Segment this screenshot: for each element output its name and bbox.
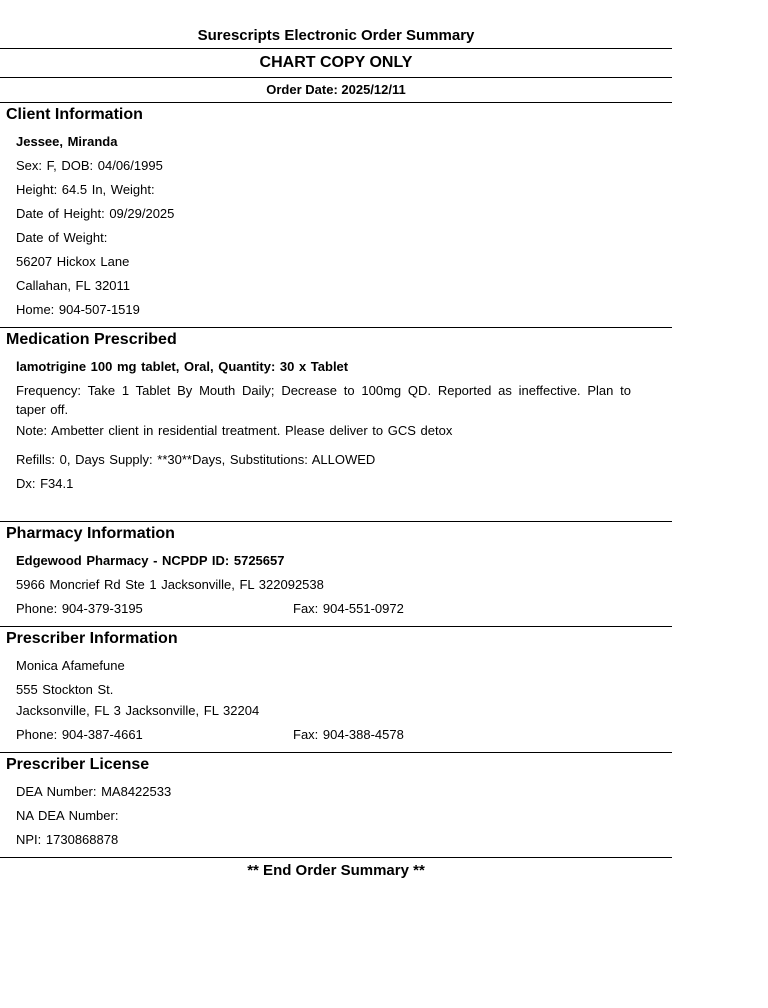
client-name: Jessee, Miranda: [16, 134, 118, 149]
pharmacy-section-title: Pharmacy Information: [6, 525, 175, 542]
client-information-section: [0, 103, 672, 319]
client-sex-dob: Sex: F, DOB: 04/06/1995: [16, 158, 163, 173]
prescriber-phone-fax-row: [16, 725, 672, 744]
pharmacy-name-ncpdp: Edgewood Pharmacy - NCPDP ID: 5725657: [16, 553, 285, 568]
medication-dx: Dx: F34.1: [16, 476, 74, 491]
medication-section-title: Medication Prescribed: [6, 331, 177, 348]
prescriber-name: Monica Afamefune: [16, 658, 125, 673]
medication-note: Note: Ambetter client in residential treatment. Please deliver to GCS detox: [16, 423, 453, 438]
license-npi: NPI: 1730868878: [16, 832, 119, 847]
client-address-line1: 56207 Hickox Lane: [16, 254, 130, 269]
document-title: Surescripts Electronic Order Summary: [197, 27, 475, 44]
license-dea-number: DEA Number: MA8422533: [16, 784, 172, 799]
client-address-line2: Callahan, FL 32011: [16, 278, 131, 293]
license-na-dea-number: NA DEA Number:: [16, 808, 119, 823]
medication-refills: Refills: 0, Days Supply: **30**Days, Substitutions: ALLOWED: [16, 452, 376, 467]
pharmacy-phone: Phone: 904-379-3195: [16, 601, 143, 616]
order-date: Order Date: 2025/12/11: [266, 82, 406, 97]
client-date-of-height: Date of Height: 09/29/2025: [16, 206, 175, 221]
license-section-title: Prescriber License: [6, 756, 150, 773]
prescriber-license-section: [0, 753, 672, 849]
prescriber-address-line2: Jacksonville, FL 3 Jacksonville, FL 32204: [16, 703, 260, 718]
medication-frequency: Frequency: Take 1 Tablet By Mouth Daily; Decrease to 100mg QD. Reported as ineffective. Plan to taper off.: [16, 383, 631, 417]
end-order-summary: ** End Order Summary **: [247, 862, 425, 879]
medication-drug: lamotrigine 100 mg tablet, Oral, Quantity: 30 x Tablet: [16, 359, 349, 374]
prescriber-section-title: Prescriber Information: [6, 630, 178, 647]
medication-prescribed-section: [0, 328, 672, 493]
client-section-title: Client Information: [6, 106, 143, 123]
prescriber-address-line1: 555 Stockton St.: [16, 682, 114, 697]
prescriber-information-section: [0, 627, 672, 744]
client-height-weight: Height: 64.5 In, Weight:: [16, 182, 155, 197]
prescriber-fax: Fax: 904-388-4578: [293, 727, 404, 742]
pharmacy-phone-fax-row: [16, 599, 672, 618]
prescriber-phone: Phone: 904-387-4661: [16, 727, 143, 742]
client-home-phone: Home: 904-507-1519: [16, 302, 140, 317]
pharmacy-address: 5966 Moncrief Rd Ste 1 Jacksonville, FL 322092538: [16, 577, 324, 592]
pharmacy-information-section: [0, 522, 672, 618]
client-date-of-weight: Date of Weight:: [16, 230, 108, 245]
chart-copy-banner: CHART COPY ONLY: [259, 54, 413, 71]
pharmacy-fax: Fax: 904-551-0972: [293, 601, 404, 616]
